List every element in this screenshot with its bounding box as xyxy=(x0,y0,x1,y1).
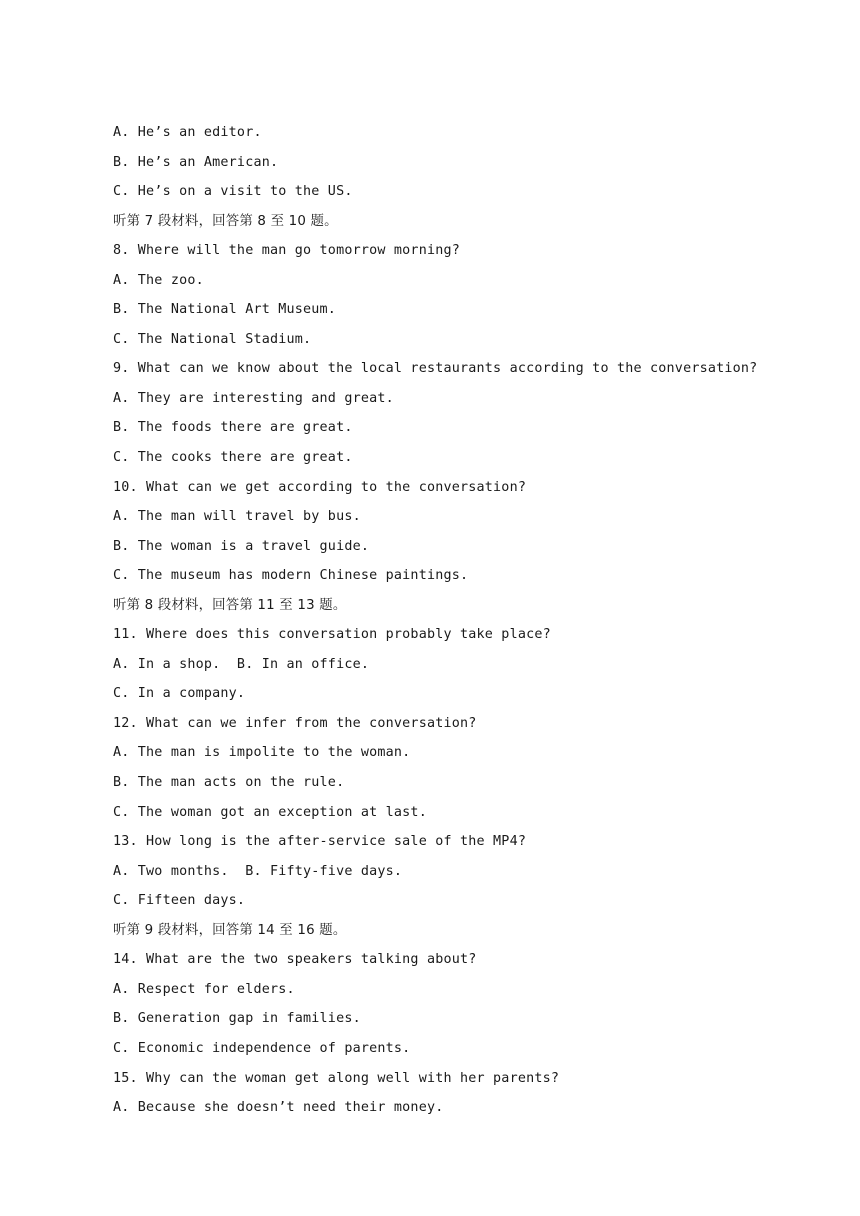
section-heading: 听第 7 段材料，回答第 8 至 10 题。 xyxy=(113,213,338,229)
question-line: 15. Why can the woman get along well with her parents? xyxy=(113,1070,560,1086)
option-line: C. The National Stadium. xyxy=(113,331,312,347)
option-line: B. He’s an American. xyxy=(113,154,279,170)
option-line: A. The zoo. xyxy=(113,272,204,288)
option-line: C. Economic independence of parents. xyxy=(113,1040,411,1056)
option-line: A. The man will travel by bus. xyxy=(113,509,361,525)
option-line: A. They are interesting and great. xyxy=(113,390,394,406)
option-line: C. In a company. xyxy=(113,686,246,702)
document-body xyxy=(113,118,833,1123)
option-line: C. The museum has modern Chinese paintings. xyxy=(113,568,469,584)
option-line: A. The man is impolite to the woman. xyxy=(113,745,411,761)
option-line: C. The woman got an exception at last. xyxy=(113,804,427,820)
option-line: A. He’s an editor. xyxy=(113,125,262,140)
question-line: 8. Where will the man go tomorrow morning? xyxy=(113,243,460,259)
option-line: B. The woman is a travel guide. xyxy=(113,538,370,554)
option-line: A. In a shop. B. In an office. xyxy=(113,656,370,672)
section-heading: 听第 8 段材料，回答第 11 至 13 题。 xyxy=(113,597,347,613)
option-line: C. Fifteen days. xyxy=(113,893,246,909)
option-line: A. Respect for elders. xyxy=(113,981,295,997)
question-line: 10. What can we get according to the conversation? xyxy=(113,479,527,495)
question-line: 12. What can we infer from the conversation? xyxy=(113,715,477,731)
option-line: A. Two months. B. Fifty-five days. xyxy=(113,863,403,879)
option-line: B. The man acts on the rule. xyxy=(113,775,345,791)
question-line: 9. What can we know about the local restaurants according to the conversation? xyxy=(113,361,758,377)
option-line: B. The National Art Museum. xyxy=(113,302,337,318)
question-line: 13. How long is the after-service sale of the MP4? xyxy=(113,834,527,850)
section-heading: 听第 9 段材料，回答第 14 至 16 题。 xyxy=(113,922,347,938)
option-line: A. Because she doesn’t need their money. xyxy=(113,1100,444,1116)
option-line: B. The foods there are great. xyxy=(113,420,353,436)
question-line: 14. What are the two speakers talking about? xyxy=(113,952,477,968)
question-line: 11. Where does this conversation probably take place? xyxy=(113,627,551,643)
option-line: B. Generation gap in families. xyxy=(113,1011,361,1027)
option-line: C. He’s on a visit to the US. xyxy=(113,184,353,200)
option-line: C. The cooks there are great. xyxy=(113,450,353,466)
